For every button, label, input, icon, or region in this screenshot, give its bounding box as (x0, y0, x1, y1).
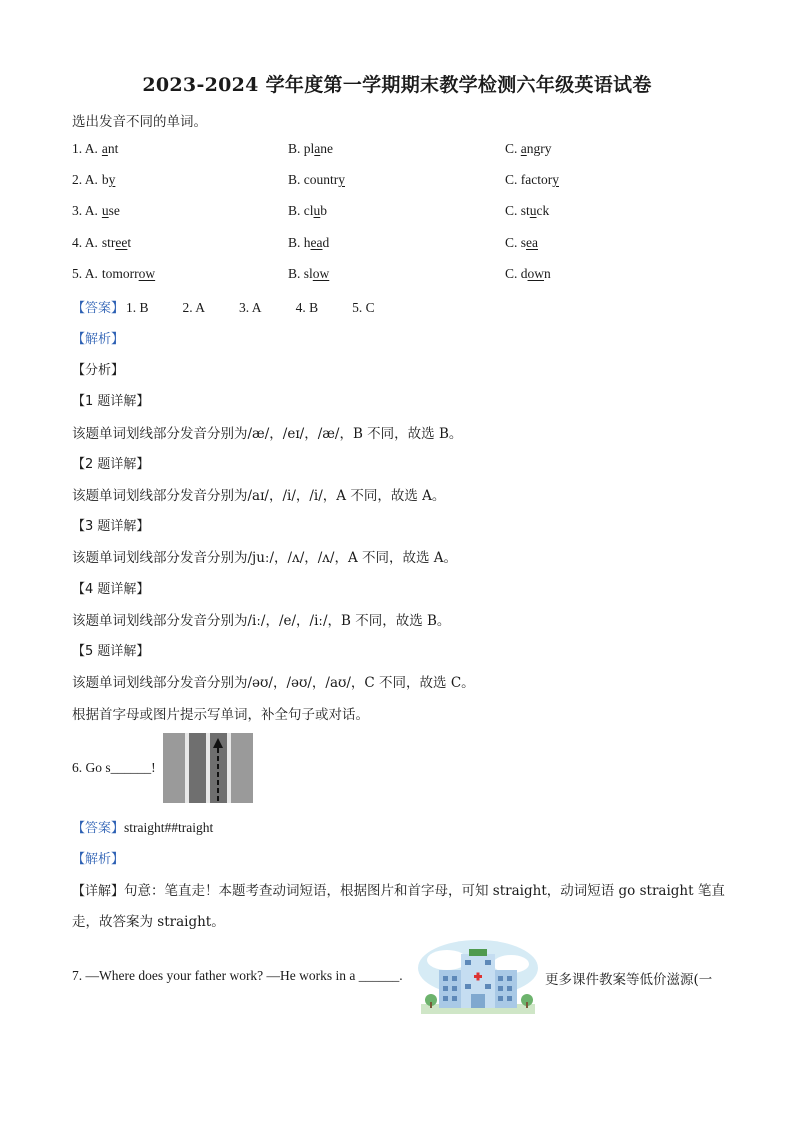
question-number: 2. A. (72, 172, 98, 187)
answer-label: 【答案】 (72, 301, 125, 316)
option-c (505, 172, 559, 188)
detail-head-4: 【4 题详解】 (72, 582, 150, 597)
question-number: 4. A. (72, 235, 98, 250)
option-a (72, 203, 120, 219)
detail-head-1: 【1 题详解】 (72, 394, 150, 409)
page-title: 2023-2024 学年度第一学期期末教学检测六年级英语试卷 (142, 74, 652, 96)
option-text-post: t (127, 235, 132, 250)
detail-head-2: 【2 题详解】 (72, 457, 150, 472)
option-text-pre: B. cl (288, 203, 314, 218)
option-text-pre: C. d (505, 266, 528, 281)
option-b (288, 141, 333, 157)
option-text-pre: C. factor (505, 172, 553, 187)
option-text-post: ck (536, 203, 550, 218)
q6-text: 6. Go s______! (72, 760, 156, 775)
question-number: 5. A. (72, 266, 98, 281)
option-text-pre: C. st (505, 203, 530, 218)
option-text-pre: B. countr (288, 172, 339, 187)
option-b (288, 203, 327, 219)
q6-answer-line (72, 817, 213, 836)
option-c (505, 235, 538, 251)
underlined-letters: a (101, 141, 108, 156)
underlined-letters: y (338, 172, 345, 187)
q6-detail-label: 【详解】 (72, 884, 125, 899)
detail-text-5: 该题单词划线部分发音分别为/əʊ/，/əʊ/，/aʊ/，C 不同，故选 C。 (72, 675, 475, 691)
option-text-post: se (108, 203, 120, 218)
underlined-letters: ow (527, 266, 545, 281)
option-text-pre: tomorr (101, 266, 139, 281)
option-text-pre: C. (505, 141, 521, 156)
q6-detail-text: 句意：笔直走！本题考查动词短语，根据图片和首字母，可知 straight，动词短语 go straight 笔直 (124, 883, 725, 899)
underlined-letters: u (313, 203, 321, 218)
answer-line (72, 297, 375, 316)
option-text-post: nt (107, 141, 119, 156)
q6-jiexi-label: 【解析】 (72, 852, 125, 867)
underlined-letters: y (108, 172, 116, 187)
option-text-post: b (320, 203, 327, 218)
option-text-pre: B. sl (288, 266, 313, 281)
option-text-pre: B. h (288, 235, 311, 250)
q7-text: 7. —Where does your father work? —He works in a ______. (72, 968, 403, 983)
detail-head-3: 【3 题详解】 (72, 519, 150, 534)
detail-text-4: 该题单词划线部分发音分别为/iː/，/e/，/iː/，B 不同，故选 B。 (72, 613, 451, 629)
detail-head-5: 【5 题详解】 (72, 644, 150, 659)
underlined-letters: ea (310, 235, 323, 250)
answer-item: 2. A (182, 300, 206, 315)
option-c (505, 266, 551, 282)
option-c (505, 203, 549, 219)
option-b (288, 235, 329, 251)
underlined-letters: a (314, 141, 321, 156)
question-number: 3. A. (72, 203, 98, 218)
answer-item: 3. A (239, 300, 262, 315)
q6-answer-label: 【答案】 (72, 821, 125, 836)
section2-instruction: 根据首字母或图片提示写单词，补全句子或对话。 (72, 707, 369, 723)
question-number: 1. A. (72, 141, 98, 156)
option-text-pre: C. s (505, 235, 527, 250)
detail-text-3: 该题单词划线部分发音分别为/juː/，/ʌ/，/ʌ/，A 不同，故选 A。 (72, 550, 458, 566)
underlined-letters: y (552, 172, 559, 187)
q6-answer: straight##traight (124, 820, 214, 835)
watermark-overlay-text: 更多课件教案等低价滋源(一 (545, 972, 713, 988)
underlined-letters: ow (138, 266, 156, 281)
option-text-post: ne (320, 141, 334, 156)
option-text-pre: B. pl (288, 141, 315, 156)
option-a (72, 235, 131, 251)
section1-instruction: 选出发音不同的单词。 (72, 114, 207, 130)
q6-detail-line2: 走，故答案为 straight。 (72, 914, 225, 930)
detail-text-2: 该题单词划线部分发音分别为/aɪ/，/i/，/i/，A 不同，故选 A。 (72, 488, 446, 504)
option-b (288, 172, 345, 188)
option-text-post: n (544, 266, 551, 281)
jiexi-label: 【解析】 (72, 332, 125, 347)
option-a (72, 141, 118, 157)
answer-item: 1. B (126, 300, 149, 315)
fenxi-label: 【分析】 (72, 363, 125, 378)
underlined-letters: ow (312, 266, 330, 281)
answer-item: 5. C (352, 300, 375, 315)
underlined-letters: a (520, 141, 527, 156)
hospital-image (417, 938, 539, 1015)
option-text-post: d (322, 235, 330, 250)
underlined-letters: ee (115, 235, 128, 250)
option-text-pre: b (101, 172, 109, 187)
option-text-post: ngry (526, 141, 552, 156)
underlined-letters: u (529, 203, 537, 218)
underlined-letters: ea (526, 235, 538, 250)
option-c (505, 141, 552, 157)
option-text-pre: str (101, 235, 116, 250)
answer-item: 4. B (295, 300, 319, 315)
q6-detail-line1 (72, 879, 725, 899)
option-b (288, 266, 329, 282)
underlined-letters: u (101, 203, 109, 218)
road-straight-image (163, 733, 253, 803)
option-a (72, 172, 115, 188)
option-a (72, 266, 155, 282)
detail-text-1: 该题单词划线部分发音分别为/æ/，/eɪ/，/æ/，B 不同，故选 B。 (72, 426, 463, 442)
